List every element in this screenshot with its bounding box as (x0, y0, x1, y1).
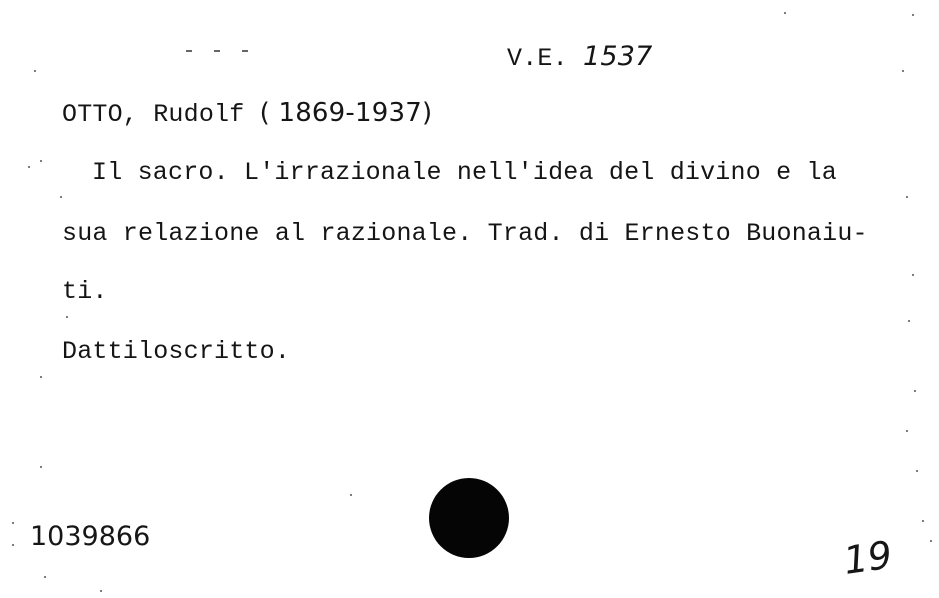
shelfmark-prefix: V.E. (507, 44, 568, 73)
handwritten-page-mark: 19 (840, 532, 895, 583)
dust-mark (906, 196, 908, 198)
dust-mark (916, 470, 918, 472)
dust-mark (914, 390, 916, 392)
dust-mark (350, 494, 352, 496)
title-line-2: sua relazione al razionale. Trad. di Ernesto Buonaiu- (62, 219, 868, 248)
dust-mark (912, 14, 914, 16)
accession-number: 1039866 (30, 521, 151, 552)
dust-mark (912, 274, 914, 276)
dust-mark (908, 320, 910, 322)
dust-mark (930, 540, 932, 542)
dust-mark (12, 544, 14, 546)
dust-mark (66, 316, 68, 318)
dust-mark (44, 576, 46, 578)
dust-mark (28, 166, 30, 168)
dust-mark (12, 522, 14, 524)
dust-mark (34, 70, 36, 72)
dust-mark (40, 466, 42, 468)
dust-mark (100, 590, 102, 592)
dust-mark (922, 520, 924, 522)
punch-hole (429, 478, 509, 558)
shelfmark (507, 42, 653, 74)
dust-mark (60, 196, 62, 198)
format-note: Dattiloscritto. (62, 337, 291, 366)
dust-mark (186, 50, 192, 52)
dust-mark (40, 376, 42, 378)
dust-mark (784, 12, 786, 14)
title-line-1: Il sacro. L'irrazionale nell'idea del divino e la (92, 158, 837, 187)
title-line-3: ti. (62, 277, 108, 306)
author-name: OTTO, Rudolf (62, 100, 245, 129)
author-years: ( 1869-1937) (259, 98, 433, 128)
dust-mark (242, 50, 248, 52)
dust-mark (40, 160, 42, 162)
dust-mark (906, 430, 908, 432)
author-heading (62, 98, 432, 130)
dust-mark (214, 50, 220, 52)
dust-mark (902, 70, 904, 72)
shelfmark-number: 1537 (583, 41, 653, 72)
